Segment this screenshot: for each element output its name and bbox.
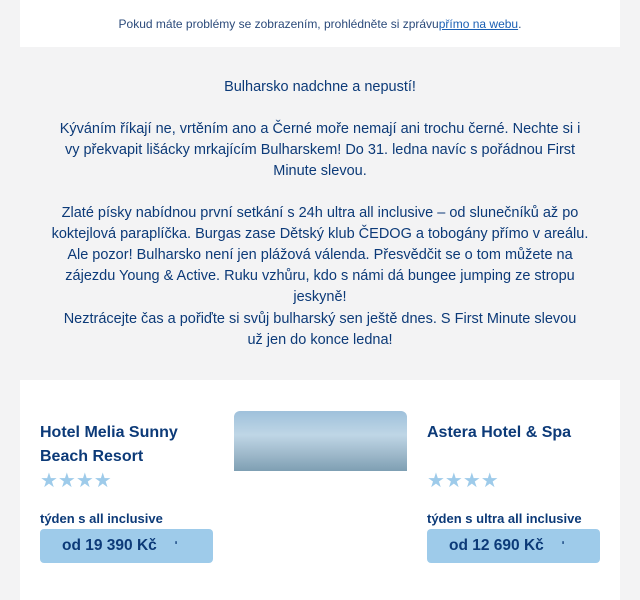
intro-headline: Bulharsko nadchne a nepustí! [224, 79, 416, 95]
intro-section [20, 47, 620, 380]
star-rating-icon: ★★★★ [427, 470, 499, 492]
arrow-icon: ʹ [561, 540, 565, 552]
price-button-left[interactable] [40, 529, 213, 563]
view-online-bar [20, 0, 620, 47]
hotel-name-left[interactable]: Hotel Melia Sunny Beach Resort [40, 424, 178, 465]
intro-paragraph-1: Kýváním říkají ne, vrtěním ano a Černé moře nemají ani trochu černé. Nechte si i vy překvapit lišácky mrkajícím Bulharskem! Do 31. ledna navíc s pořádnou First Minute slevou. [59, 121, 581, 179]
view-online-end: . [518, 16, 522, 31]
intro-paragraph-2: Zlaté písky nabídnou první setkání s 24h ultra all inclusive – od slunečníků až po koktejlová paraplíčka. Burgas zase Dětský klub ČEDOG a tobogány přímo v areálu. Ale pozor! Bulharsko není jen plážová válenda. Přesvědčit se o tom můžete na zájezdu Young & Active. Ruku vzhůru, kdo s námi dá bungee jumping ze stropu jeskyně! [51, 205, 589, 305]
view-online-link[interactable]: přímo na webu [438, 16, 519, 31]
hotel-name-right[interactable]: Astera Hotel & Spa [427, 424, 572, 441]
price-left: od 19 390 Kč [62, 537, 157, 554]
board-type-right: týden s ultra all inclusive [427, 511, 582, 526]
board-type-left: týden s all inclusive [40, 511, 163, 526]
intro-paragraph-3: Neztrácejte čas a pořiďte si svůj bulharský sen ještě dnes. S First Minute slevou už jen do konce ledna! [63, 311, 577, 348]
view-online-text: Pokud máte problémy se zobrazením, prohlédněte si zprávu [118, 16, 439, 31]
price-button-right[interactable] [427, 529, 600, 563]
hotel-photo[interactable] [234, 411, 407, 471]
arrow-icon: ʹ [174, 540, 178, 552]
price-right: od 12 690 Kč [449, 537, 544, 554]
hotel-cards [20, 380, 620, 600]
star-rating-icon: ★★★★ [40, 470, 112, 492]
